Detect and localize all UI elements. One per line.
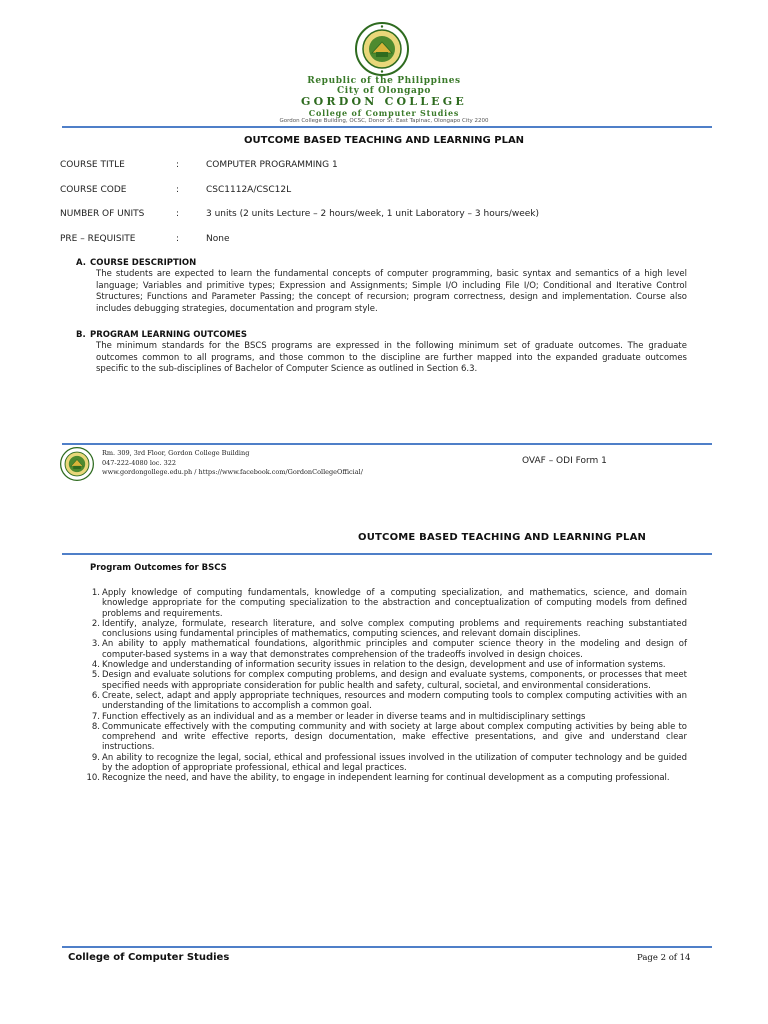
item-text: Design and evaluate solutions for complex computing problems, and design and evaluate systems, components, or processes that meet specified needs with appropriate consideration for public health and safety, cultural, societal, and environmental considerations. xyxy=(102,670,687,691)
footer-web[interactable] xyxy=(102,468,363,476)
college-seal-small-logo xyxy=(60,447,94,481)
course-title-row xyxy=(60,160,720,173)
footer-rule xyxy=(62,443,712,445)
units-label: NUMBER OF UNITS xyxy=(60,209,145,219)
item-number: 4. xyxy=(91,660,100,671)
item-text: Recognize the need, and have the ability, to engage in independent learning for continual development as a computing professional. xyxy=(102,773,670,784)
item-number: 7. xyxy=(91,711,100,722)
units-value: 3 units (2 units Lecture – 2 hours/week, 1 unit Laboratory – 3 hours/week) xyxy=(206,209,539,219)
list-item xyxy=(90,639,687,660)
item-number: 6. xyxy=(91,690,100,701)
item-number: 3. xyxy=(91,639,100,650)
list-item xyxy=(90,660,687,670)
separator: : xyxy=(176,160,180,170)
item-text: An ability to recognize the legal, social, ethical and professional issues involved in the utilization of computer technology and be guided by the adoption of appropriate professional, ethical and legal practices. xyxy=(102,752,687,774)
item-number: 2. xyxy=(91,618,100,629)
department-name: College of Computer Studies xyxy=(308,108,460,118)
prerequisite-label: PRE – REQUISITE xyxy=(60,234,136,244)
program-outcomes-text: The minimum standards for the BSCS programs are expressed in the following minimum set of graduate outcomes. The graduate outcomes common to all programs, and those common to the discipline are further mapped into the expanded graduate outcomes specific to the sub-disciplines of Bachelor of Computer Science as outlined in Section 6.3. xyxy=(96,341,687,375)
form-id: OVAF – ODI Form 1 xyxy=(522,456,607,466)
list-item xyxy=(90,588,687,619)
header-rule xyxy=(62,126,712,128)
list-item xyxy=(90,670,687,691)
item-text: Identify, analyze, formulate, research literature, and solve complex computing problems and requirements reaching substantiated conclusions using fundamental principles of mathematics, computing sciences, and relevant domain disciplines. xyxy=(102,618,687,640)
footer-web-link[interactable]: www.gordongollege.edu.ph / https://www.facebook.com/GordonCollegeOfficial/ xyxy=(102,468,363,476)
units-row xyxy=(60,209,720,222)
section-heading-text: PROGRAM LEARNING OUTCOMES xyxy=(90,330,247,340)
section-letter: B. xyxy=(76,330,86,340)
item-text: An ability to apply mathematical foundations, algorithmic principles and computer science theory in the modeling and design of computer-based systems in a way that demonstrates comprehension of the tradeoffs involved in design choices. xyxy=(102,639,687,660)
program-outcomes-list xyxy=(86,588,687,784)
course-description-text: The students are expected to learn the fundamental concepts of computer programming, basic syntax and semantics of a high level language; Variables and primitive types; Expression and Assignments; Simple I/O including File I/O; Conditional and Iterative Control Structures; Functions and Parameter Passing; the concept of recursion; program correctness, design and implementation. Course also includes debugging strategies, documentation and program style. xyxy=(96,269,687,314)
city-line: City of Olongapo xyxy=(337,86,431,96)
course-title-label: COURSE TITLE xyxy=(60,160,125,170)
item-text: Knowledge and understanding of information security issues in relation to the design, development and use of information systems. xyxy=(102,660,666,671)
section-heading-program-outcomes xyxy=(76,330,247,340)
college-name: GORDON COLLEGE xyxy=(301,95,467,108)
course-code-value: CSC1112A/CSC12L xyxy=(206,185,292,195)
page2-footer-rule xyxy=(62,946,712,948)
page2-header-rule xyxy=(62,553,712,555)
footer-room: Rm. 309, 3rd Floor, Gordon College Building xyxy=(102,449,250,457)
item-number: 8. xyxy=(91,721,100,732)
document-title: OUTCOME BASED TEACHING AND LEARNING PLAN xyxy=(243,135,525,146)
program-outcomes-heading: Program Outcomes for BSCS xyxy=(90,563,227,573)
footer-phone: 047-222-4080 loc. 322 xyxy=(102,459,176,467)
section-heading-course-description xyxy=(76,258,196,268)
footer-department: College of Computer Studies xyxy=(68,952,230,963)
list-item xyxy=(90,712,687,722)
course-code-row xyxy=(60,185,720,198)
course-title-value: COMPUTER PROGRAMMING 1 xyxy=(206,160,338,170)
separator: : xyxy=(176,234,180,244)
list-item xyxy=(90,691,687,712)
prerequisite-value: None xyxy=(206,234,230,244)
item-number: 5. xyxy=(91,670,100,681)
college-seal-logo xyxy=(355,22,409,76)
item-number: 9. xyxy=(91,752,100,763)
list-item xyxy=(86,773,687,784)
list-item xyxy=(90,722,687,753)
section-letter: A. xyxy=(76,258,86,268)
course-code-label: COURSE CODE xyxy=(60,185,127,195)
section-heading-text: COURSE DESCRIPTION xyxy=(90,258,197,268)
item-text: Function effectively as an individual and as a member or leader in diverse teams and in multidisciplinary settings xyxy=(102,711,586,722)
item-text: Apply knowledge of computing fundamentals, knowledge of a computing specialization, and mathematics, science, and domain knowledge appropriate for the computing specialization to the abstraction and conceptualization of computing models from defined problems and requirements. xyxy=(102,588,687,619)
separator: : xyxy=(176,209,180,219)
item-number: 10. xyxy=(86,773,100,784)
list-item xyxy=(90,619,687,640)
republic-line: Republic of the Philippines xyxy=(307,76,461,86)
page2-title: OUTCOME BASED TEACHING AND LEARNING PLAN xyxy=(358,532,647,543)
item-text: Communicate effectively with the computing community and with society at large about complex computing activities by being able to comprehend and write effective reports, design documentation, make effective presentations, and give and understand clear instructions. xyxy=(102,721,687,753)
prerequisite-row xyxy=(60,234,720,247)
separator: : xyxy=(176,185,180,195)
item-text: Create, select, adapt and apply appropriate techniques, resources and modern computing tools to complex computing activities with an understanding of the limitations to accomplish a common goal. xyxy=(102,690,687,712)
item-number: 1. xyxy=(91,588,100,598)
college-address: Gordon College Building, OCSC, Donor St. East Tapinac, Olongapo City 2200 xyxy=(279,118,489,124)
list-item xyxy=(90,753,687,774)
page-number: Page 2 of 14 xyxy=(637,953,691,963)
